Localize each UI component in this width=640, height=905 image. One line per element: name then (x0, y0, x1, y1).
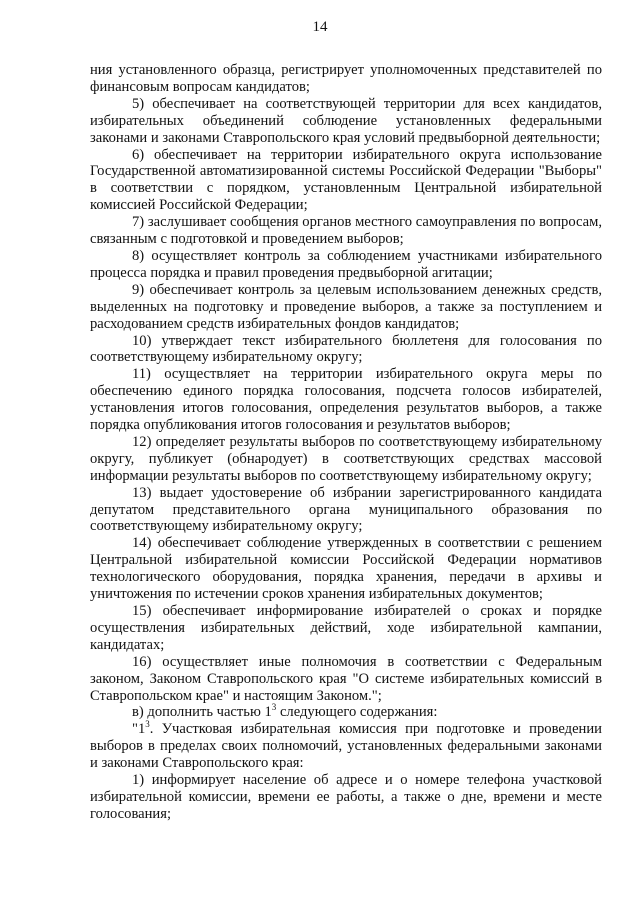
list-item-14: 14) обеспечивает соблюдение утвержденных в соответствии с решением Центральной избирательной комиссии Российской Федерации нормативов технологического оборудования, порядка хранения, передачи в архивы и уничтожения по истечении сроков хранения избирательных документов; (90, 535, 602, 603)
part-1-3-superscript: 3 (145, 719, 150, 730)
list-item-16: 16) осуществляет иные полномочия в соответствии с Федеральным законом, Законом Ставропольского края "О системе избирательных комиссий в Ставропольском крае" и настоящим Законом."; (90, 653, 602, 704)
part-1-3-open: "1 (132, 721, 146, 738)
clause-v-superscript: 3 (271, 702, 277, 713)
clause-v-after: следующего содержания: (276, 704, 438, 721)
list-item-10: 10) утверждает текст избирательного бюллетеня для голосования по соответствующему избирательному округу; (90, 332, 602, 366)
list-item-1: 1) информирует население об адресе и о номере телефона участковой избирательной комиссии, времени ее работы, а также о дне, времени и месте голосования; (90, 772, 602, 822)
list-item-15: 15) обеспечивает информирование избирателей о сроках и порядке осуществления избирательных действий, ходе избирательной кампании, кандидатах; (90, 603, 602, 653)
part-1-3-text: . Участковая избирательная комиссия при подготовке и проведении выборов в пределах своих полномочий, установленных федеральными законами и законами Ставропольского края: (90, 721, 602, 772)
list-item-6: 6) обеспечивает на территории избирательного округа использование Государственной автоматизированной системы Российской Федерации "Выборы" в соответствии с порядком, установленным Центральной избирательной комиссией Российской Федерации; (90, 146, 602, 214)
page-number: 14 (312, 19, 328, 35)
list-item-7: 7) заслушивает сообщения органов местного самоуправления по вопросам, связанным с подготовкой и проведением выборов; (90, 214, 602, 248)
part-1-3 (90, 721, 602, 772)
clause-v (90, 704, 602, 721)
list-item-9: 9) обеспечивает контроль за целевым использованием денежных средств, выделенных на подготовку и проведение выборов, а также за поступлением и расходованием средств избирательных фондов кандидатов; (90, 281, 602, 332)
paragraph-continuation: ния установленного образца, регистрирует уполномоченных представителей по финансовым вопросам кандидатов; (90, 62, 602, 95)
list-item-13: 13) выдает удостоверение об избрании зарегистрированного кандидата депутатом представительного органа муниципального образования по соответствующему избирательному округу; (90, 484, 602, 535)
list-item-5: 5) обеспечивает на соответствующей территории для всех кандидатов, избирательных объединений соблюдение установленных федеральными законами и законами Ставропольского края условий предвыборной деятельности; (90, 95, 602, 146)
list-item-11: 11) осуществляет на территории избирательного округа меры по обеспечению единого порядка голосования, подсчета голосов избирателей, установления итогов голосования, определения результатов выборов, а также порядка опубликования итогов голосования и результатов выборов; (90, 366, 602, 434)
document-body (90, 62, 602, 823)
list-item-12: 12) определяет результаты выборов по соответствующему избирательному округу, публикует (обнародует) в соответствующих средствах массовой информации результаты выборов по соответствующему избирательному округу; (90, 433, 602, 484)
clause-v-before: в) дополнить частью 1 (132, 704, 272, 721)
list-item-8: 8) осуществляет контроль за соблюдением участниками избирательного процесса порядка и правил проведения предвыборной агитации; (90, 247, 602, 281)
